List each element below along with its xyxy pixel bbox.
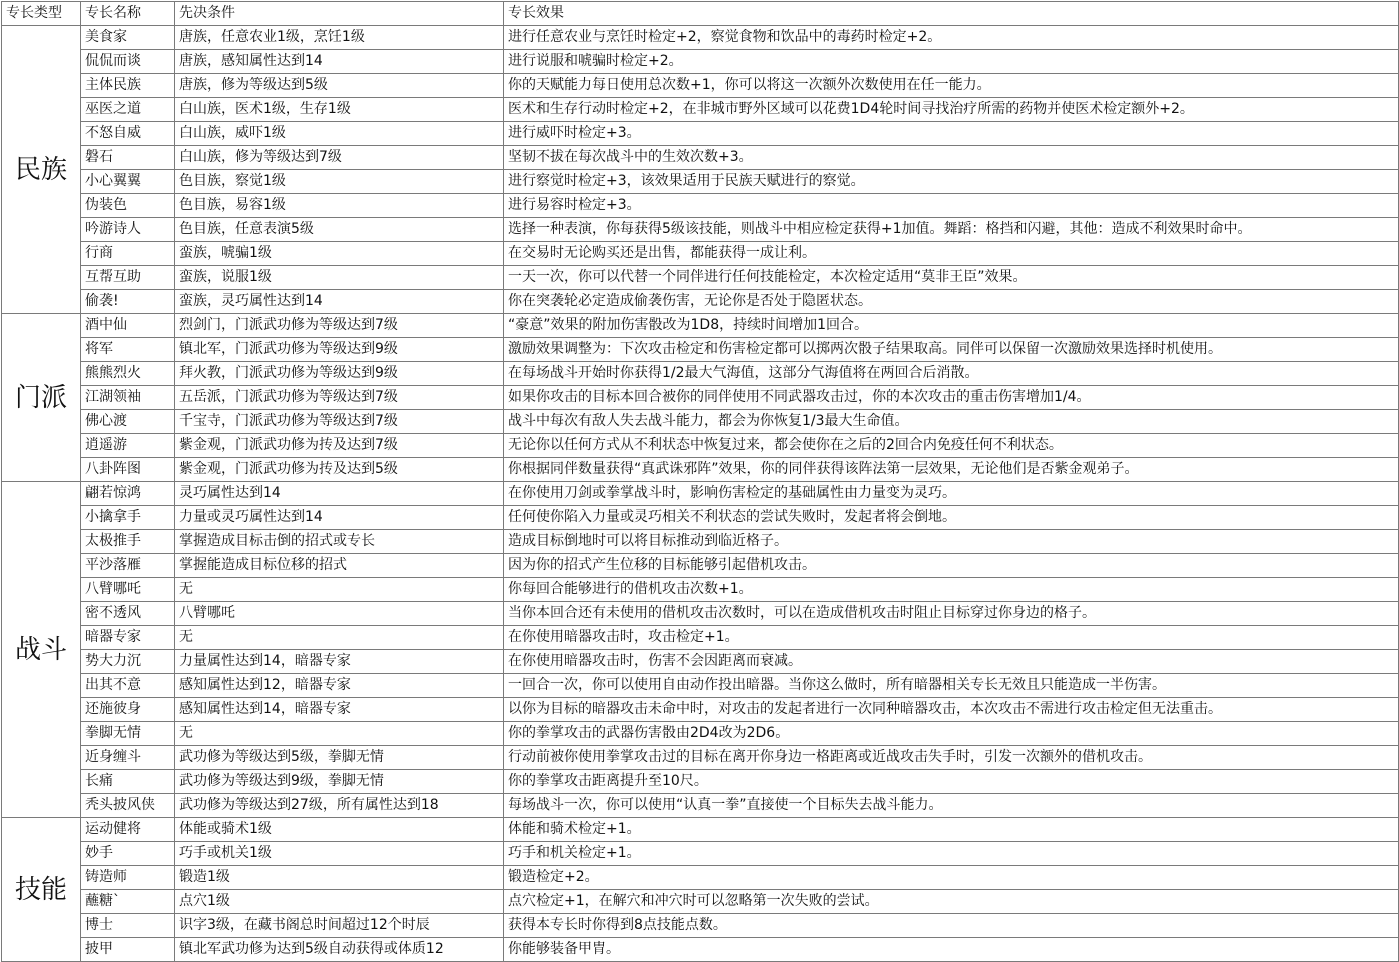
feat-prerequisite: 白山族，威吓1级 bbox=[175, 122, 504, 146]
feat-table-body bbox=[2, 2, 1399, 962]
feat-effect: 在你使用刀剑或拳掌战斗时，影响伤害检定的基础属性由力量变为灵巧。 bbox=[504, 482, 1399, 506]
feat-prerequisite: 紫金观，门派武功修为抟及达到5级 bbox=[175, 458, 504, 482]
feat-effect: 在每场战斗开始时你获得1/2最大气海值，这部分气海值将在两回合后消散。 bbox=[504, 362, 1399, 386]
table-row bbox=[2, 914, 1399, 938]
feat-prerequisite: 感知属性达到12，暗器专家 bbox=[175, 674, 504, 698]
feat-prerequisite: 蛮族，唬骗1级 bbox=[175, 242, 504, 266]
feat-prerequisite: 体能或骑术1级 bbox=[175, 818, 504, 842]
table-row bbox=[2, 746, 1399, 770]
header-row bbox=[2, 2, 1399, 26]
feat-name: 熊熊烈火 bbox=[81, 362, 175, 386]
feat-name: 密不透风 bbox=[81, 602, 175, 626]
feat-effect: 因为你的招式产生位移的目标能够引起借机攻击。 bbox=[504, 554, 1399, 578]
feat-name: 美食家 bbox=[81, 26, 175, 50]
feat-prerequisite: 镇北军，门派武功修为等级达到9级 bbox=[175, 338, 504, 362]
feat-name: 太极推手 bbox=[81, 530, 175, 554]
feat-name: 平沙落雁 bbox=[81, 554, 175, 578]
table-row bbox=[2, 50, 1399, 74]
feat-name: 妙手 bbox=[81, 842, 175, 866]
feat-name: 吟游诗人 bbox=[81, 218, 175, 242]
feat-name: 小擒拿手 bbox=[81, 506, 175, 530]
table-row bbox=[2, 818, 1399, 842]
feat-effect: 锻造检定+2。 bbox=[504, 866, 1399, 890]
feat-name: 势大力沉 bbox=[81, 650, 175, 674]
feat-name: 八臂哪吒 bbox=[81, 578, 175, 602]
feat-prerequisite: 武功修为等级达到5级，拳脚无情 bbox=[175, 746, 504, 770]
table-row bbox=[2, 146, 1399, 170]
feat-name: 小心翼翼 bbox=[81, 170, 175, 194]
feat-effect: 进行说服和唬骗时检定+2。 bbox=[504, 50, 1399, 74]
feat-name: 八卦阵图 bbox=[81, 458, 175, 482]
feat-effect: 造成目标倒地时可以将目标推动到临近格子。 bbox=[504, 530, 1399, 554]
feat-name: 巫医之道 bbox=[81, 98, 175, 122]
feat-effect: 你每回合能够进行的借机攻击次数+1。 bbox=[504, 578, 1399, 602]
feat-effect: 无论你以任何方式从不利状态中恢复过来，都会使你在之后的2回合内免疫任何不利状态。 bbox=[504, 434, 1399, 458]
table-row bbox=[2, 674, 1399, 698]
feat-effect: 你在突袭轮必定造成偷袭伤害，无论你是否处于隐匿状态。 bbox=[504, 290, 1399, 314]
feat-effect: 你的拳掌攻击的武器伤害骰由2D4改为2D6。 bbox=[504, 722, 1399, 746]
feat-effect: 医术和生存行动时检定+2，在非城市野外区域可以花费1D4轮时间寻找治疗所需的药物并使医术检定额外+2。 bbox=[504, 98, 1399, 122]
feat-effect: 在交易时无论购买还是出售，都能获得一成让利。 bbox=[504, 242, 1399, 266]
feat-prerequisite: 灵巧属性达到14 bbox=[175, 482, 504, 506]
feat-effect: 体能和骑术检定+1。 bbox=[504, 818, 1399, 842]
table-row bbox=[2, 314, 1399, 338]
category-cell: 技能 bbox=[2, 818, 81, 962]
feat-effect: 激励效果调整为：下次攻击检定和伤害检定都可以掷两次骰子结果取高。同伴可以保留一次激励效果选择时机使用。 bbox=[504, 338, 1399, 362]
table-row bbox=[2, 554, 1399, 578]
feat-prerequisite: 无 bbox=[175, 722, 504, 746]
table-row bbox=[2, 194, 1399, 218]
feat-effect: 当你本回合还有未使用的借机攻击次数时，可以在造成借机攻击时阻止目标穿过你身边的格子。 bbox=[504, 602, 1399, 626]
feat-name: 出其不意 bbox=[81, 674, 175, 698]
table-row bbox=[2, 698, 1399, 722]
table-row bbox=[2, 26, 1399, 50]
table-row bbox=[2, 770, 1399, 794]
feat-name: 博士 bbox=[81, 914, 175, 938]
feat-prerequisite: 武功修为等级达到9级，拳脚无情 bbox=[175, 770, 504, 794]
feat-prerequisite: 白山族，医术1级，生存1级 bbox=[175, 98, 504, 122]
feat-prerequisite: 色目族，察觉1级 bbox=[175, 170, 504, 194]
table-row bbox=[2, 338, 1399, 362]
feat-name: 逍遥游 bbox=[81, 434, 175, 458]
feat-prerequisite: 巧手或机关1级 bbox=[175, 842, 504, 866]
feat-effect: 每场战斗一次，你可以使用“认真一拳”直接使一个目标失去战斗能力。 bbox=[504, 794, 1399, 818]
feat-prerequisite: 五岳派，门派武功修为等级达到7级 bbox=[175, 386, 504, 410]
feat-prerequisite: 白山族，修为等级达到7级 bbox=[175, 146, 504, 170]
feat-name: 蘸糖` bbox=[81, 890, 175, 914]
feat-name: 将军 bbox=[81, 338, 175, 362]
feat-name: 长痛 bbox=[81, 770, 175, 794]
feat-name: 行商 bbox=[81, 242, 175, 266]
category-cell: 民族 bbox=[2, 26, 81, 314]
table-row bbox=[2, 122, 1399, 146]
feat-prerequisite: 唐族，任意农业1级，烹饪1级 bbox=[175, 26, 504, 50]
feat-prerequisite: 掌握能造成目标位移的招式 bbox=[175, 554, 504, 578]
feat-name: 拳脚无情 bbox=[81, 722, 175, 746]
feat-name: 近身缠斗 bbox=[81, 746, 175, 770]
feat-effect: 你能够装备甲胄。 bbox=[504, 938, 1399, 962]
feat-effect: 获得本专长时你得到8点技能点数。 bbox=[504, 914, 1399, 938]
feat-name: 暗器专家 bbox=[81, 626, 175, 650]
table-row bbox=[2, 458, 1399, 482]
feat-prerequisite: 紫金观，门派武功修为抟及达到7级 bbox=[175, 434, 504, 458]
category-cell: 门派 bbox=[2, 314, 81, 482]
feat-effect: 进行任意农业与烹饪时检定+2，察觉食物和饮品中的毒药时检定+2。 bbox=[504, 26, 1399, 50]
feat-effect: 进行易容时检定+3。 bbox=[504, 194, 1399, 218]
feat-prerequisite: 拜火教，门派武功修为等级达到9级 bbox=[175, 362, 504, 386]
table-row bbox=[2, 530, 1399, 554]
feat-name: 磐石 bbox=[81, 146, 175, 170]
feat-name: 侃侃而谈 bbox=[81, 50, 175, 74]
header-name: 专长名称 bbox=[81, 2, 175, 26]
table-row bbox=[2, 506, 1399, 530]
table-row bbox=[2, 266, 1399, 290]
feat-name: 佛心渡 bbox=[81, 410, 175, 434]
table-row bbox=[2, 482, 1399, 506]
feat-effect: 如果你攻击的目标本回合被你的同伴使用不同武器攻击过，你的本次攻击的重击伤害增加1/4。 bbox=[504, 386, 1399, 410]
feat-prerequisite: 识字3级，在藏书阁总时间超过12个时辰 bbox=[175, 914, 504, 938]
feat-prerequisite: 唐族，感知属性达到14 bbox=[175, 50, 504, 74]
feat-prerequisite: 千宝寺，门派武功修为等级达到7级 bbox=[175, 410, 504, 434]
table-row bbox=[2, 98, 1399, 122]
table-row bbox=[2, 938, 1399, 962]
feat-effect: 以你为目标的暗器攻击未命中时，对攻击的发起者进行一次同种暗器攻击，本次攻击不需进行攻击检定但无法重击。 bbox=[504, 698, 1399, 722]
feat-prerequisite: 力量或灵巧属性达到14 bbox=[175, 506, 504, 530]
table-row bbox=[2, 866, 1399, 890]
feat-effect: 点穴检定+1，在解穴和冲穴时可以忽略第一次失败的尝试。 bbox=[504, 890, 1399, 914]
feat-name: 江湖领袖 bbox=[81, 386, 175, 410]
feat-prerequisite: 力量属性达到14，暗器专家 bbox=[175, 650, 504, 674]
feat-effect: 坚韧不拔在每次战斗中的生效次数+3。 bbox=[504, 146, 1399, 170]
feat-effect: 战斗中每次有敌人失去战斗能力，都会为你恢复1/3最大生命值。 bbox=[504, 410, 1399, 434]
feat-effect: 进行察觉时检定+3，该效果适用于民族天赋进行的察觉。 bbox=[504, 170, 1399, 194]
feat-prerequisite: 唐族，修为等级达到5级 bbox=[175, 74, 504, 98]
feat-prerequisite: 武功修为等级达到27级，所有属性达到18 bbox=[175, 794, 504, 818]
feat-effect: “豪意”效果的附加伤害骰改为1D8，持续时间增加1回合。 bbox=[504, 314, 1399, 338]
feat-effect: 你根据同伴数量获得“真武诛邪阵”效果，你的同伴获得该阵法第一层效果，无论他们是否紫金观弟子。 bbox=[504, 458, 1399, 482]
feat-prerequisite: 无 bbox=[175, 578, 504, 602]
table-row bbox=[2, 170, 1399, 194]
feat-prerequisite: 八臂哪吒 bbox=[175, 602, 504, 626]
category-cell: 战斗 bbox=[2, 482, 81, 818]
feat-effect: 任何使你陷入力量或灵巧相关不利状态的尝试失败时，发起者将会倒地。 bbox=[504, 506, 1399, 530]
feat-name: 酒中仙 bbox=[81, 314, 175, 338]
feat-table bbox=[1, 1, 1399, 962]
feat-name: 还施彼身 bbox=[81, 698, 175, 722]
feat-name: 披甲 bbox=[81, 938, 175, 962]
header-type: 专长类型 bbox=[2, 2, 81, 26]
feat-effect: 进行威吓时检定+3。 bbox=[504, 122, 1399, 146]
feat-effect: 行动前被你使用拳掌攻击过的目标在离开你身边一格距离或近战攻击失手时，引发一次额外的借机攻击。 bbox=[504, 746, 1399, 770]
feat-effect: 一天一次，你可以代替一个同伴进行任何技能检定，本次检定适用“莫非王臣”效果。 bbox=[504, 266, 1399, 290]
table-row bbox=[2, 362, 1399, 386]
table-row bbox=[2, 434, 1399, 458]
feat-prerequisite: 无 bbox=[175, 626, 504, 650]
table-row bbox=[2, 218, 1399, 242]
feat-prerequisite: 烈剑门，门派武功修为等级达到7级 bbox=[175, 314, 504, 338]
table-row bbox=[2, 290, 1399, 314]
feat-prerequisite: 锻造1级 bbox=[175, 866, 504, 890]
feat-name: 铸造师 bbox=[81, 866, 175, 890]
table-row bbox=[2, 626, 1399, 650]
feat-prerequisite: 蛮族，灵巧属性达到14 bbox=[175, 290, 504, 314]
feat-name: 秃头披风侠 bbox=[81, 794, 175, 818]
feat-name: 主体民族 bbox=[81, 74, 175, 98]
table-row bbox=[2, 74, 1399, 98]
feat-prerequisite: 掌握造成目标击倒的招式或专长 bbox=[175, 530, 504, 554]
feat-name: 翩若惊鸿 bbox=[81, 482, 175, 506]
header-prereq: 先决条件 bbox=[175, 2, 504, 26]
table-row bbox=[2, 890, 1399, 914]
feat-name: 伪装色 bbox=[81, 194, 175, 218]
feat-effect: 你的拳掌攻击距离提升至10尺。 bbox=[504, 770, 1399, 794]
header-effect: 专长效果 bbox=[504, 2, 1399, 26]
table-row bbox=[2, 242, 1399, 266]
feat-prerequisite: 色目族，易容1级 bbox=[175, 194, 504, 218]
feat-name: 偷袭! bbox=[81, 290, 175, 314]
feat-prerequisite: 镇北军武功修为达到5级自动获得或体质12 bbox=[175, 938, 504, 962]
feat-prerequisite: 色目族，任意表演5级 bbox=[175, 218, 504, 242]
feat-effect: 在你使用暗器攻击时，伤害不会因距离而衰减。 bbox=[504, 650, 1399, 674]
table-row bbox=[2, 722, 1399, 746]
feat-effect: 选择一种表演，你每获得5级该技能，则战斗中相应检定获得+1加值。舞蹈：格挡和闪避，其他：造成不利效果时命中。 bbox=[504, 218, 1399, 242]
table-row bbox=[2, 578, 1399, 602]
table-row bbox=[2, 386, 1399, 410]
feat-effect: 在你使用暗器攻击时，攻击检定+1。 bbox=[504, 626, 1399, 650]
feat-prerequisite: 蛮族，说服1级 bbox=[175, 266, 504, 290]
table-row bbox=[2, 842, 1399, 866]
table-row bbox=[2, 794, 1399, 818]
table-row bbox=[2, 410, 1399, 434]
table-row bbox=[2, 650, 1399, 674]
table-row bbox=[2, 602, 1399, 626]
feat-effect: 巧手和机关检定+1。 bbox=[504, 842, 1399, 866]
feat-prerequisite: 感知属性达到14，暗器专家 bbox=[175, 698, 504, 722]
feat-effect: 你的天赋能力每日使用总次数+1，你可以将这一次额外次数使用在任一能力。 bbox=[504, 74, 1399, 98]
feat-prerequisite: 点穴1级 bbox=[175, 890, 504, 914]
feat-effect: 一回合一次，你可以使用自由动作投出暗器。当你这么做时，所有暗器相关专长无效且只能造成一半伤害。 bbox=[504, 674, 1399, 698]
feat-name: 不怒自威 bbox=[81, 122, 175, 146]
feat-name: 运动健将 bbox=[81, 818, 175, 842]
feat-name: 互帮互助 bbox=[81, 266, 175, 290]
